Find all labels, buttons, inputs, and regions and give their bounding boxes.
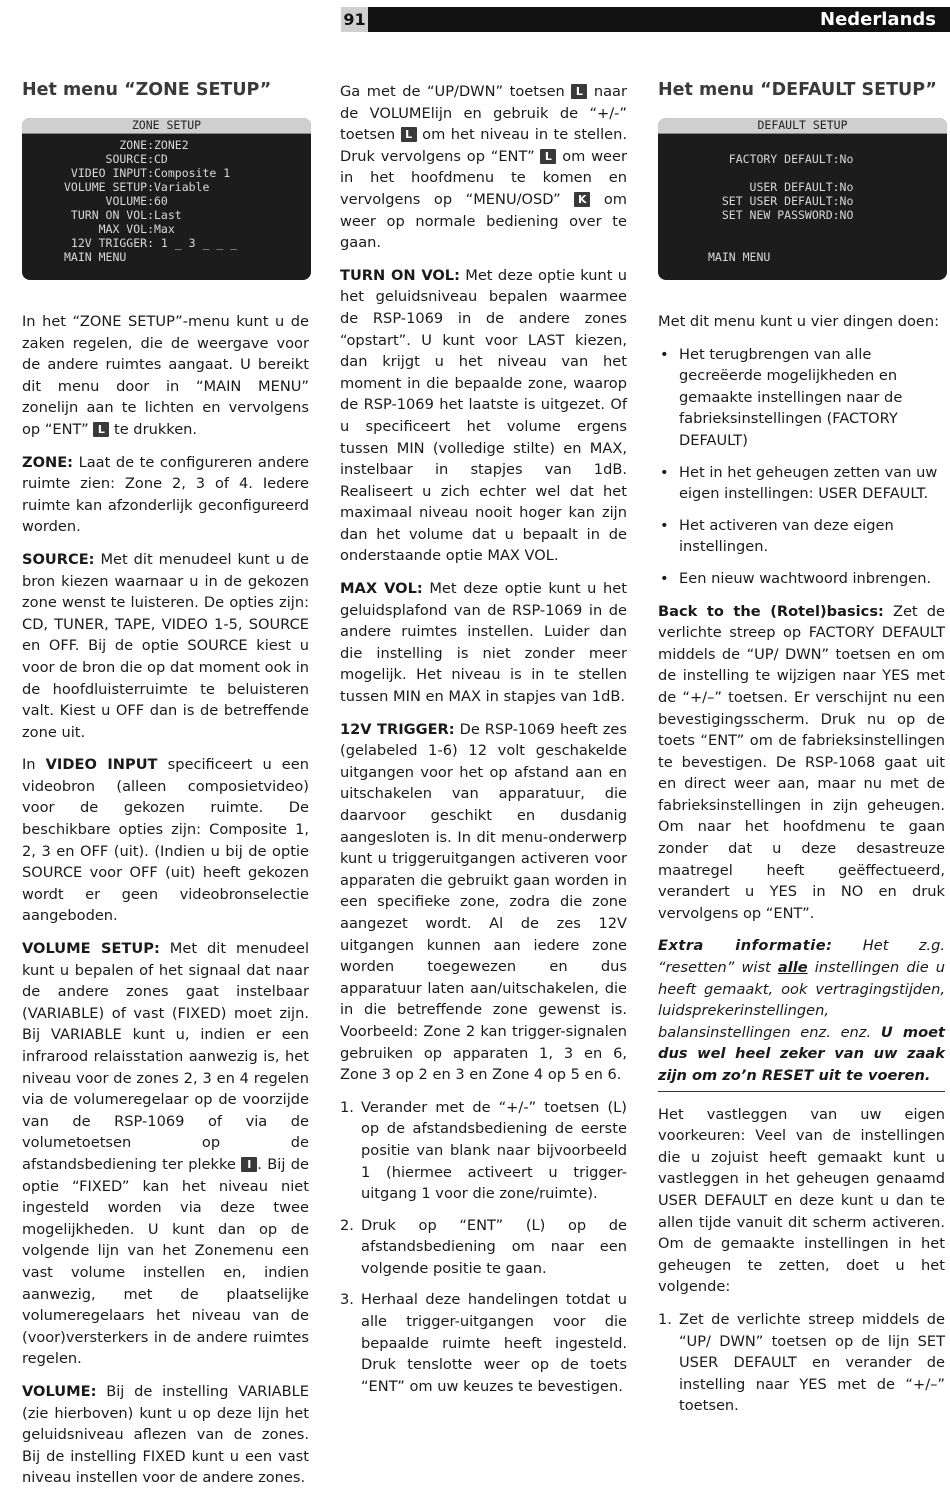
screen-lines: [658, 134, 947, 264]
header-bar: [368, 7, 950, 32]
screen-line: MAX VOL:Max: [64, 222, 175, 236]
language-label: Nederlands: [820, 9, 936, 30]
volume-paragraph: VOLUME: Bij de instelling VARIABLE (zie hierboven) kunt u op deze lijn het geluidsniveau aflezen van de zones. Bij de instelling FIXED kunt u een vast niveau instellen voor de andere zones.: [22, 1382, 309, 1487]
screen-line: USER DEFAULT:No: [708, 180, 854, 194]
volume-setup-paragraph: VOLUME SETUP: Met dit menudeel kunt u bepalen of het signaal dat naar de andere zones gaat instelbaar (VARIABLE) of vast (FIXED) moet zijn. Bij VARIABLE kunt u, indien er een infrarood relaisstation aanwezig is, het niveau voor de zones 2, 3 en 4 regelen via de volumeregelaar op de voorzijde van de RSP-1069 of via de volumetoetsen op de afstandsbediening ter plekke I . Bij de optie “FIXED” kan het niveau niet ingesteld worden via deze twee mogelijkheden. U kunt dan op de volgende lijn van het Zonemenu een vast volume instellen en, indien aanwezig, met de plaatselijke volumeregelaars het niveau van de (voor)versterkers in de andere ruimtes regelen.: [22, 940, 310, 1368]
screen-line: MAIN MENU: [64, 250, 127, 264]
extra-info-paragraph: Extra informatie: Het z.g. “resetten” wist alle instellingen die u heeft gemaakt, ook vertragingstijden, luidsprekerinstellingen, balansinstellingen enz. enz. U moet dus wel heel zeker van uw zaak zijn om zo’n RESET uit te voeren.: [658, 935, 945, 1091]
list-item: 2. Druk op “ENT” (L) op de afstandsbediening om naar een volgende positie te gaan.: [340, 1216, 627, 1277]
l-key-icon: L: [540, 149, 556, 164]
k-key-icon: K: [574, 192, 590, 207]
max-vol-paragraph: MAX VOL: Met deze optie kunt u het geluidsplafond van de RSP-1069 in de andere ruimtes instellen. Luider dan die instelling is niet zonder meer mogelijk. Het niveau is in te stellen tussen MIN en MAX in stapjes van 1dB.: [340, 580, 627, 706]
trigger-paragraph: 12V TRIGGER: De RSP-1069 heeft zes (gelabeled 1-6) 12 volt geschakelde uitgangen voor het op afstand aan en uitschakelen van apparatuur, die daarvoor geschikt en dusdanig aangesloten is. In dit menu-onderwerp kunt u triggeruitgangen activeren voor apparaten die gebruikt gaan worden in een specifieke zone, zodra die zone aangezet wordt. Al de zes 12V uitgangen kunnen aan iedere zone worden toegewezen en dus apparatuur laten aan/uitschakelen, die in die betreffende zone gewenst is. Voorbeeld: Zone 2 kan trigger-signalen gebruiken op apparaten 1, 3 en 6, Zone 3 op 2 en 3 en Zone 4 op 5 en 6.: [340, 720, 627, 1084]
screen-line: [708, 236, 947, 250]
column-2: [340, 81, 627, 1408]
trigger-steps: [340, 1097, 627, 1398]
column-1: [22, 311, 309, 1500]
screen-line: SET USER DEFAULT:No: [708, 194, 854, 208]
zone-paragraph: ZONE: Laat de te configureren andere ruimte zien: Zone 2, 3 of 4. Iedere ruimte kan afzonderlijk geconfigureerd worden.: [22, 453, 309, 536]
screen-line: VOLUME SETUP:Variable: [64, 180, 210, 194]
screen-line: 12V TRIGGER: 1 _ 3 _ _ _: [64, 236, 238, 250]
zone-setup-intro: In het “ZONE SETUP”-menu kunt u de zaken regelen, die de weergave voor de andere ruimtes aangaat. U bereikt dit menu door in “MAIN MENU” zonelijn aan te lichten en vervolgens op “ENT” L te drukken.: [22, 313, 309, 438]
list-item: 1. Zet de verlichte streep middels de “UP/ DWN” toetsen op de lijn SET USER DEFAULT en verander de instelling naar YES met de “+/–” toetsen.: [658, 1310, 945, 1415]
video-input-paragraph: In VIDEO INPUT specificeert u een videobron (alleen composietvideo) voor de gekozen ruimte. De beschikbare opties zijn: Composite 1, 2, 3 en OFF (uit). (Indien u bij de optie SOURCE voor OFF (uit) heeft gekozen wordt er geen videobronselectie aangeboden.: [22, 756, 310, 925]
screen-title: DEFAULT SETUP: [658, 118, 947, 134]
list-item: 1. Verander met de “+/-” toetsen (L) op de afstandsbediening de eerste positie van blank naar bijvoorbeeld 1 (hiermee activeert u trigger-uitgang 1 voor die zone/ruimte).: [340, 1098, 627, 1203]
default-setup-heading: Het menu “DEFAULT SETUP”: [658, 80, 937, 100]
l-key-icon: L: [93, 422, 109, 437]
back-to-basics-paragraph: Back to the (Rotel)basics: Zet de verlichte streep op FACTORY DEFAULT middels de “UP/ DWN” toetsen en om de instelling te wijzigen naar YES met de “+/–” toetsen. Er verschijnt nu een bevestigingsscherm. Druk nu op de toets “ENT” om de fabrieksinstellingen te bevestigen. De RSP-1068 gaat uit en direct weer aan, maar nu met de fabrieksinstellingen in zijn geheugen. Om naar het hoofdmenu te gaan zonder dat u deze desastreuze maatregel heeft geëffectueerd, verandert u YES in NO en druk vervolgens op “ENT”.: [658, 602, 945, 922]
screen-line: [708, 222, 947, 236]
screen-line: TURN ON VOL:Last: [64, 208, 182, 222]
screen-line: [708, 166, 947, 180]
screen-line: ZONE:ZONE2: [64, 138, 189, 152]
screen-line: SET NEW PASSWORD:NO: [708, 208, 854, 222]
screen-line: SOURCE:CD: [64, 152, 168, 166]
screen-line: MAIN MENU: [708, 250, 771, 264]
volume-nav-paragraph: Ga met de “UP/DWN” toetsen L naar de VOLUMElijn en gebruik de “+/-” toetsen L om het niveau in te stellen. Druk vervolgens op “ENT” L om weer in het hoofdmenu te komen en vervolgens op “MENU/OSD” K om weer op normale bediening over te gaan.: [340, 83, 628, 252]
default-intro: Met dit menu kunt u vier dingen doen:: [658, 313, 940, 330]
zone-setup-screen: [22, 118, 311, 280]
list-item: • Het terugbrengen van alle gecreëerde mogelijkheden en gemaakte instellingen naar de fabrieksinstellingen (FACTORY DEFAULT): [658, 344, 945, 452]
list-item: 3. Herhaal deze handelingen totdat u alle trigger-uitgangen voor die bepaalde ruimte heeft ingesteld. Druk tenslotte weer op de toets “ENT” om uw keuzes te bevestigen.: [340, 1291, 627, 1395]
list-item: • Het in het geheugen zetten van uw eigen instellingen: USER DEFAULT.: [658, 462, 945, 505]
i-key-icon: I: [241, 1157, 257, 1172]
list-item: • Een nieuw wachtwoord inbrengen.: [658, 568, 945, 590]
turn-on-vol-paragraph: TURN ON VOL: Met deze optie kunt u het geluidsniveau bepalen waarmee de RSP-1069 in de andere zones “opstart”. U kunt voor LAST kiezen, dan krijgt u het niveau van het moment in die bepaalde zone, waarop de RSP-1069 het laatste is uitgezet. Of u specificeert het volume ergens tussen MIN (volledige stilte) en MAX, instelbaar in stapjes van 1dB. Realiseert u zich echter wel dat het maximaal niveau nooit hoger kan zijn dan het volume dat u bepaalt in de onderstaande optie MAX VOL.: [340, 266, 627, 565]
default-setup-screen: [658, 118, 947, 280]
screen-line: VOLUME:60: [64, 194, 168, 208]
l-key-icon: L: [571, 84, 587, 99]
default-options-list: [658, 344, 945, 590]
user-default-paragraph: Het vastleggen van uw eigen voorkeuren: Veel van de instellingen die u zojuist heeft gemaakt kunt u vastleggen in het geheugen genaamd USER DEFAULT en deze kunt u dan te allen tijde vanuit dit scherm activeren. Om de gemaakte instellingen in het geheugen te zetten, doet u het volgende:: [658, 1105, 945, 1296]
screen-lines: [22, 134, 311, 264]
zone-setup-heading: Het menu “ZONE SETUP”: [22, 80, 272, 100]
screen-title: ZONE SETUP: [22, 118, 311, 134]
source-paragraph: SOURCE: Met dit menudeel kunt u de bron kiezen waarnaar u in de gekozen zone wenst te luisteren. De opties zijn: CD, TUNER, TAPE, VIDEO 1-5, SOURCE en OFF. Bij de optie SOURCE kiest u voor de bron die op dat moment ook in de hoofdluisterruimte te beluisteren valt. Kiest u OFF dan is de betreffende zone uit.: [22, 550, 310, 741]
column-3: [658, 311, 945, 1428]
l-key-icon: L: [401, 127, 417, 142]
user-default-steps: [658, 1309, 945, 1417]
screen-line: FACTORY DEFAULT:No: [708, 152, 854, 166]
page-number: 91: [341, 7, 368, 32]
list-item: • Het activeren van deze eigen instellingen.: [658, 515, 945, 558]
screen-line: VIDEO INPUT:Composite 1: [64, 166, 231, 180]
screen-line: [708, 138, 947, 152]
